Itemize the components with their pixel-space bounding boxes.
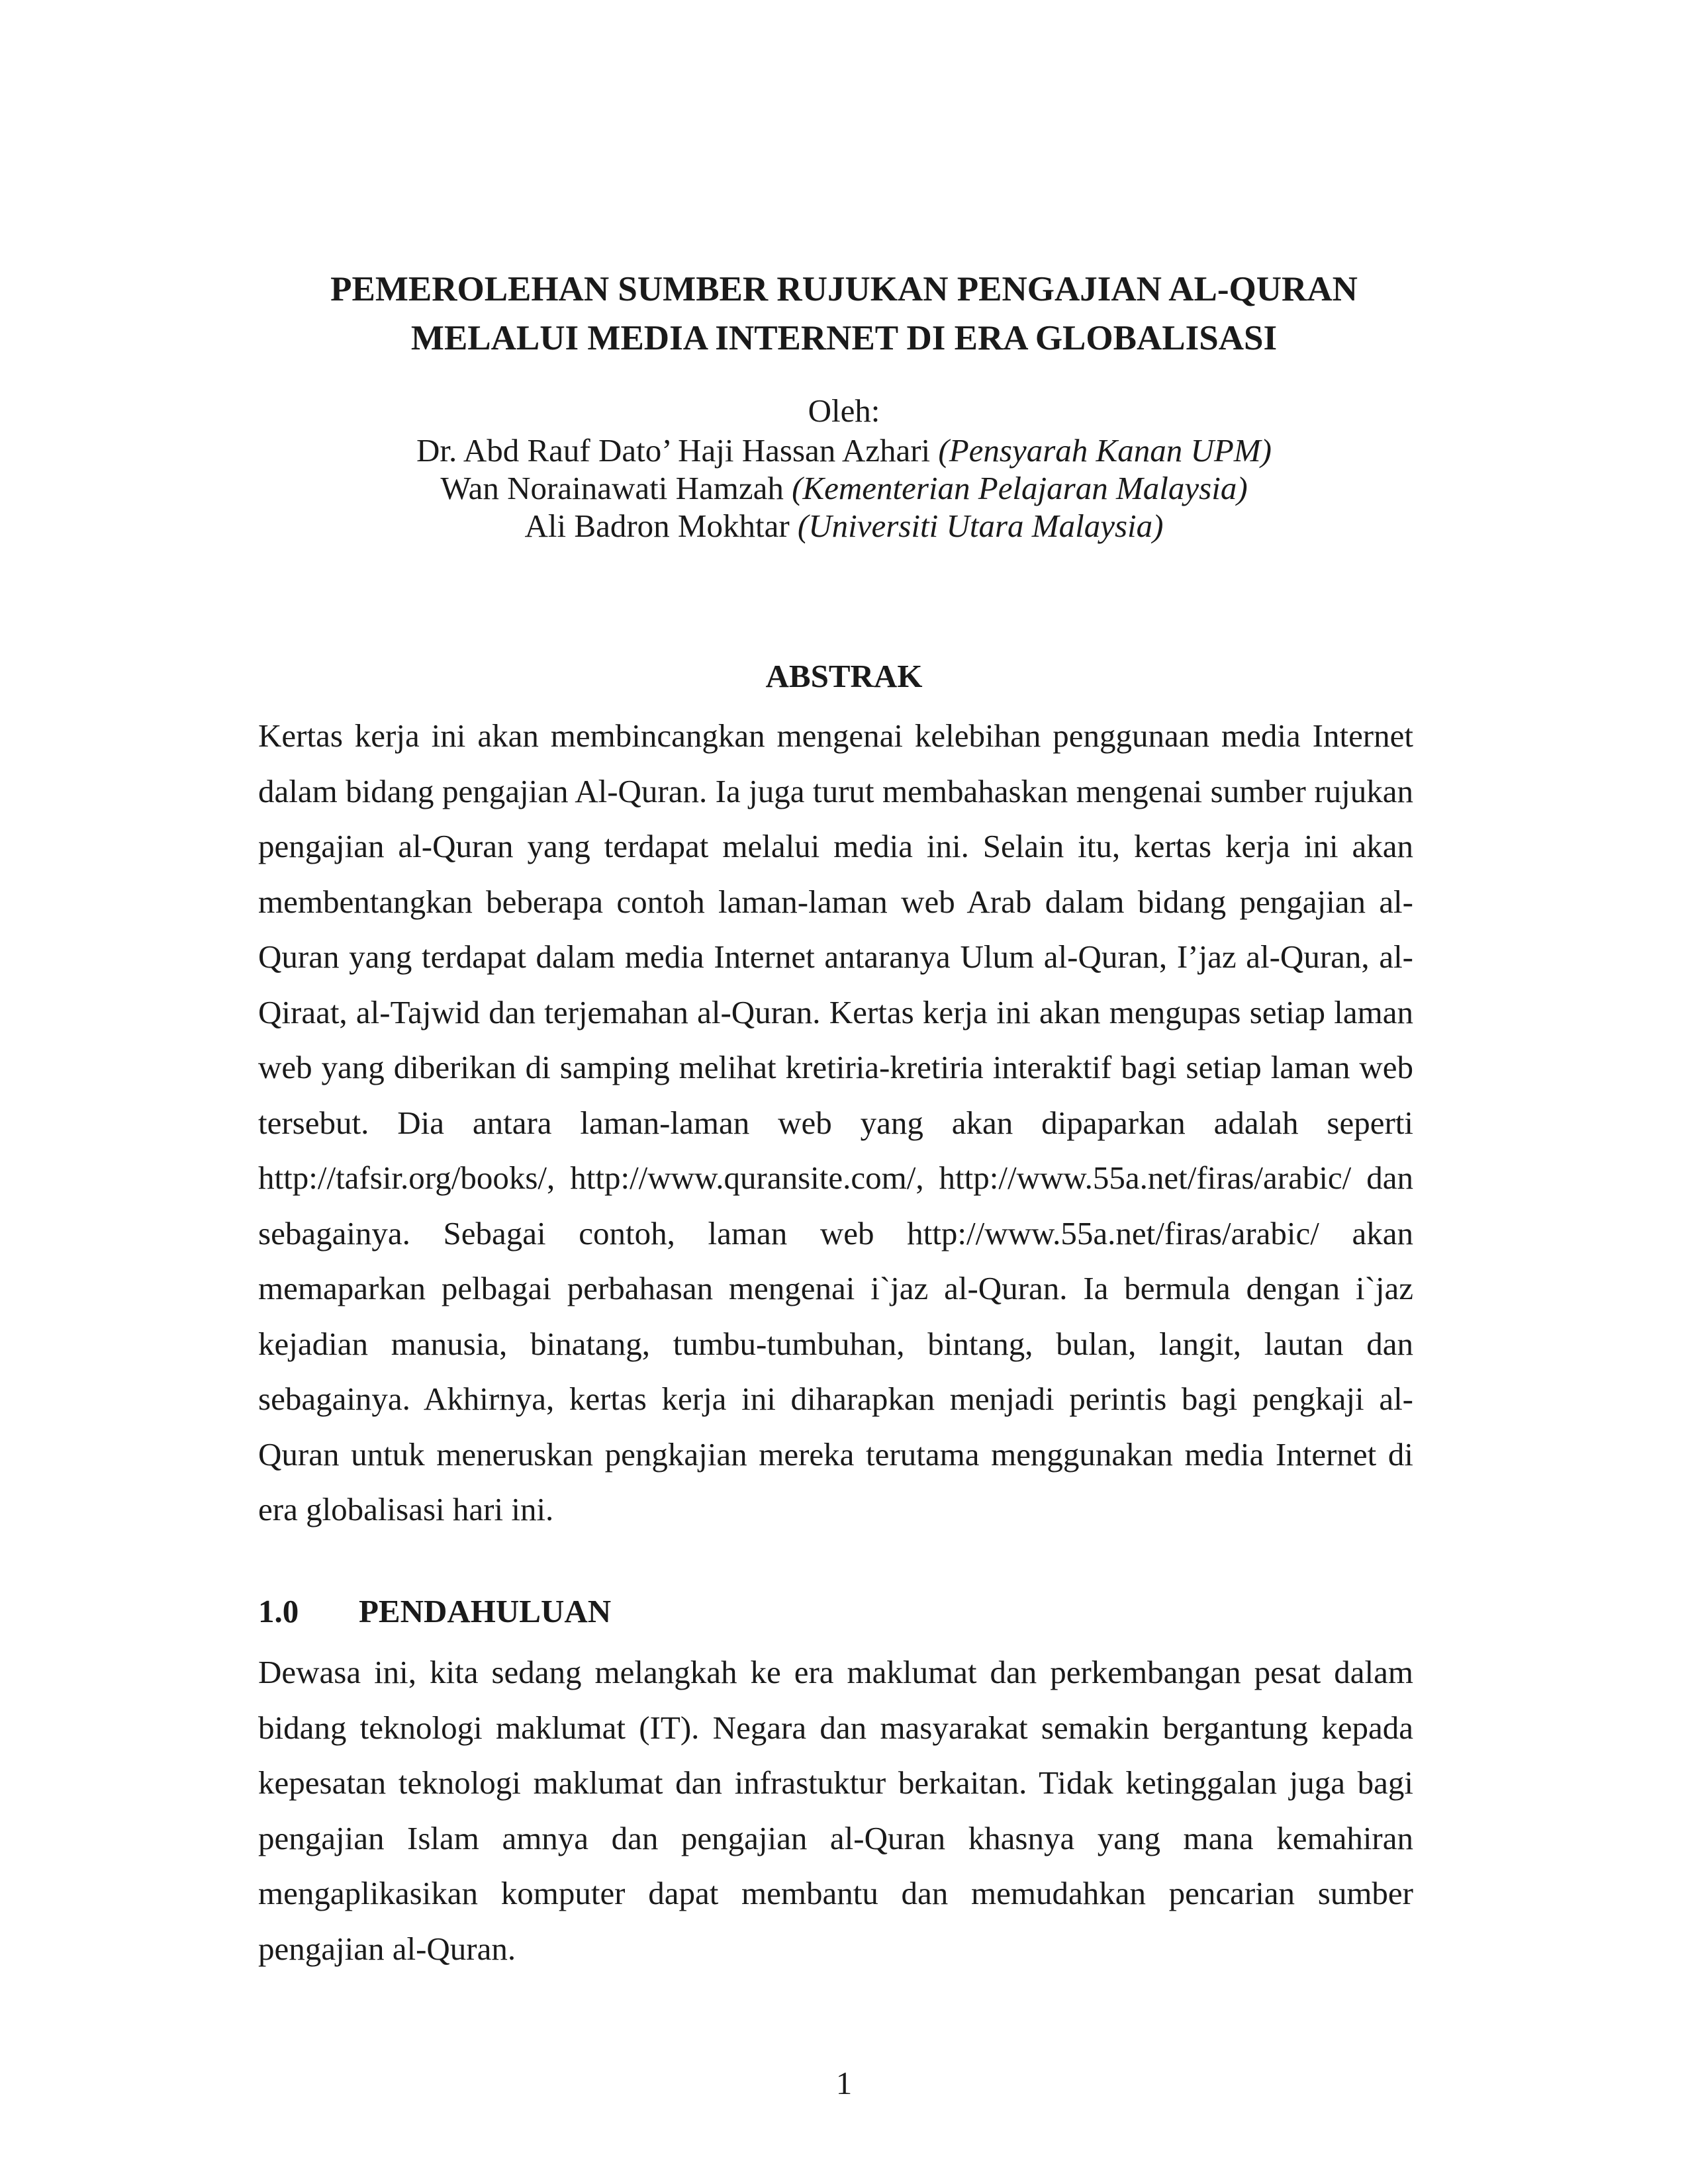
paper-title-line-1: PEMEROLEHAN SUMBER RUJUKAN PENGAJIAN AL-QURAN	[330, 270, 1358, 308]
author-affiliation: (Pensyarah Kanan UPM)	[938, 432, 1272, 469]
abstract-body	[258, 708, 1413, 1537]
section-line: kepesatan teknologi maklumat dan infrastuktur berkaitan. Tidak ketinggalan juga bagi	[258, 1764, 1413, 1801]
abstract-line: era globalisasi hari ini.	[258, 1491, 554, 1527]
author-affiliation: (Universiti Utara Malaysia)	[797, 508, 1164, 544]
abstract-line: dalam bidang pengajian Al-Quran. Ia juga turut membahaskan mengenai sumber rujukan	[258, 772, 1413, 809]
paper-title	[0, 265, 1688, 363]
page-number: 1	[835, 2065, 853, 2101]
section-line: bidang teknologi maklumat (IT). Negara dan masyarakat semakin bergantung kepada	[258, 1709, 1413, 1746]
author-list	[0, 432, 1688, 545]
abstract-heading: ABSTRAK	[765, 658, 923, 694]
abstract-line: Qiraat, al-Tajwid dan terjemahan al-Quran. Kertas kerja ini akan mengupas setiap laman	[258, 993, 1413, 1030]
abstract-line: sebagainya. Akhirnya, kertas kerja ini diharapkan menjadi perintis bagi pengkaji al-	[258, 1381, 1413, 1417]
section-body	[258, 1645, 1413, 1976]
abstract-line: Quran yang terdapat dalam media Internet antaranya Ulum al-Quran, I’jaz al-Quran, al-	[258, 938, 1413, 975]
author-name: Ali Badron Mokhtar	[524, 508, 790, 544]
section-line: mengaplikasikan komputer dapat membantu dan memudahkan pencarian sumber	[258, 1875, 1413, 1911]
abstract-line: http://tafsir.org/books/, http://www.quransite.com/, http://www.55a.net/firas/arabic/ dan	[258, 1160, 1413, 1196]
section-line: Dewasa ini, kita sedang melangkah ke era maklumat dan perkembangan pesat dalam	[258, 1654, 1413, 1690]
abstract-line: web yang diberikan di samping melihat kretiria-kretiria interaktif bagi setiap laman web	[258, 1049, 1413, 1085]
section-heading	[258, 1592, 611, 1631]
paper-title-line-2: MELALUI MEDIA INTERNET DI ERA GLOBALISASI	[410, 319, 1278, 357]
abstract-line: memaparkan pelbagai perbahasan mengenai i`jaz al-Quran. Ia bermula dengan i`jaz	[258, 1270, 1413, 1306]
abstract-line: Quran untuk meneruskan pengkajian mereka terutama menggunakan media Internet di	[258, 1435, 1413, 1473]
section-number: 1.0	[258, 1593, 299, 1629]
author-2	[0, 469, 1688, 507]
author-affiliation: (Kementerian Pelajaran Malaysia)	[792, 470, 1248, 506]
abstract-line: pengajian al-Quran yang terdapat melalui media ini. Selain itu, kertas kerja ini akan	[258, 828, 1413, 864]
author-name: Wan Norainawati Hamzah	[440, 470, 784, 506]
section-title: PENDAHULUAN	[359, 1593, 612, 1629]
section-line: pengajian al-Quran.	[258, 1930, 516, 1967]
byline-label: Oleh:	[808, 392, 880, 429]
author-1	[0, 432, 1688, 469]
abstract-line: membentangkan beberapa contoh laman-laman web Arab dalam bidang pengajian al-	[258, 883, 1413, 920]
abstract-line: Kertas kerja ini akan membincangkan mengenai kelebihan penggunaan media Internet	[258, 717, 1413, 754]
author-name: Dr. Abd Rauf Dato’ Haji Hassan Azhari	[416, 432, 931, 469]
abstract-line: kejadian manusia, binatang, tumbu-tumbuhan, bintang, bulan, langit, lautan dan	[258, 1325, 1413, 1362]
abstract-line: sebagainya. Sebagai contoh, laman web http://www.55a.net/firas/arabic/ akan	[258, 1214, 1413, 1251]
abstract-line: tersebut. Dia antara laman-laman web yang akan dipaparkan adalah seperti	[258, 1104, 1413, 1141]
author-3	[0, 507, 1688, 545]
section-line: pengajian Islam amnya dan pengajian al-Quran khasnya yang mana kemahiran	[258, 1819, 1413, 1856]
